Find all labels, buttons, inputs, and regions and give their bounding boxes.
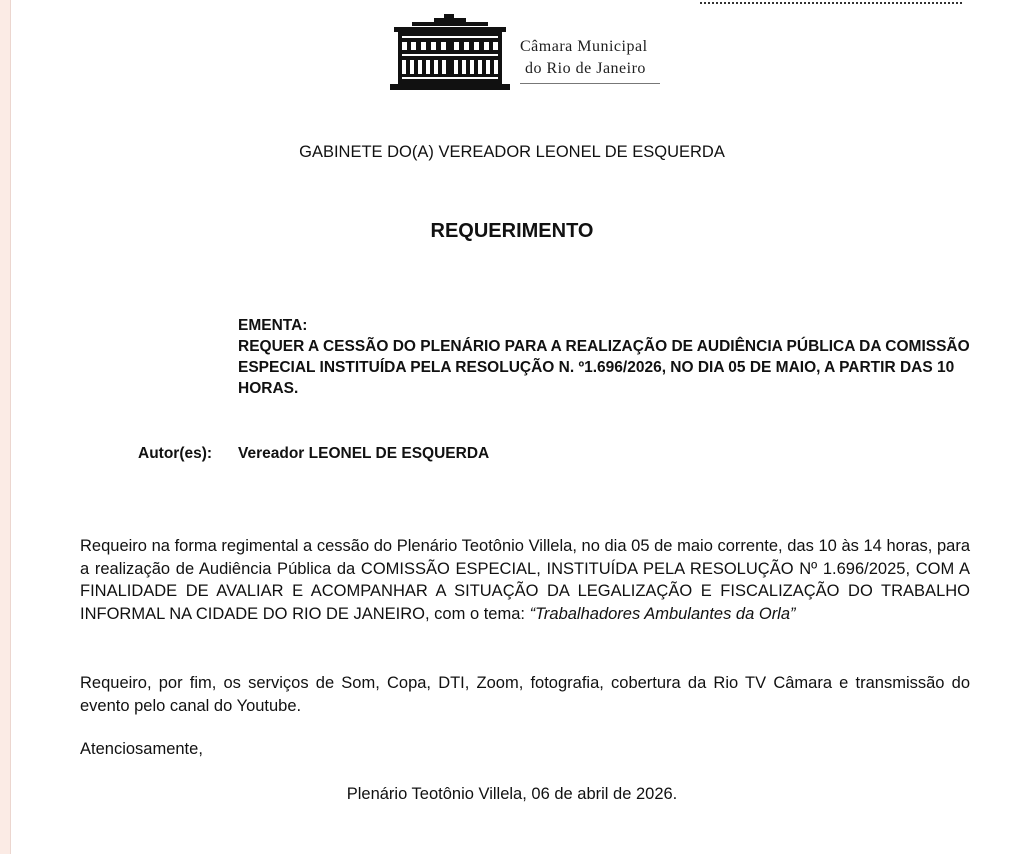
ementa-label: EMENTA: xyxy=(238,317,308,334)
logo-line-1: Câmara Municipal xyxy=(520,38,648,55)
page-edge-line xyxy=(10,0,11,854)
logo-wordmark xyxy=(520,36,648,80)
autor-value: Vereador LEONEL DE ESQUERDA xyxy=(238,445,490,462)
place-date: Plenário Teotônio Villela, 06 de abril de 2026. xyxy=(346,785,678,803)
document-title: REQUERIMENTO xyxy=(430,220,594,242)
paragraph-request xyxy=(80,535,970,625)
camara-logo xyxy=(388,14,684,92)
logo-divider xyxy=(520,83,660,84)
ementa-block xyxy=(238,315,978,399)
palace-building-icon xyxy=(388,14,512,92)
autor-label: Autor(es): xyxy=(138,445,213,462)
gabinete-heading: GABINETE DO(A) VEREADOR LEONEL DE ESQUERDA xyxy=(299,143,725,161)
closing-salutation: Atenciosamente, xyxy=(80,740,203,758)
cropped-header-text xyxy=(700,0,962,6)
paragraph-services: Requeiro, por fim, os serviços de Som, Copa, DTI, Zoom, fotografia, cobertura da Rio TV Câmara e transmissão do evento pelo canal do Youtube. xyxy=(80,674,970,715)
page-edge-left xyxy=(0,0,10,854)
ementa-text: REQUER A CESSÃO DO PLENÁRIO PARA A REALIZAÇÃO DE AUDIÊNCIA PÚBLICA DA COMISSÃO ESPECIAL INSTITUÍDA PELA RESOLUÇÃO N. º1.696/2026, NO DIA 05 DE MAIO, A PARTIR DAS 10 HORAS. xyxy=(238,338,970,397)
paragraph-request-text: Requeiro na forma regimental a cessão do Plenário Teotônio Villela, no dia 05 de maio corrente, das 10 às 14 horas, para a realização de Audiência Pública da COMISSÃO ESPECIAL, INSTITUÍDA PELA RESOLUÇÃO Nº 1.696/2025, COM A FINALIDADE DE AVALIAR E ACOMPANHAR A SITUAÇÃO DA LEGALIZAÇÃO E FISCALIZAÇÃO DO TRABALHO INFORMAL NA CIDADE DO RIO DE JANEIRO, com o tema: xyxy=(80,537,970,623)
paragraph-request-theme: “Trabalhadores Ambulantes da Orla” xyxy=(529,604,796,623)
logo-line-2: do Rio de Janeiro xyxy=(525,60,646,77)
